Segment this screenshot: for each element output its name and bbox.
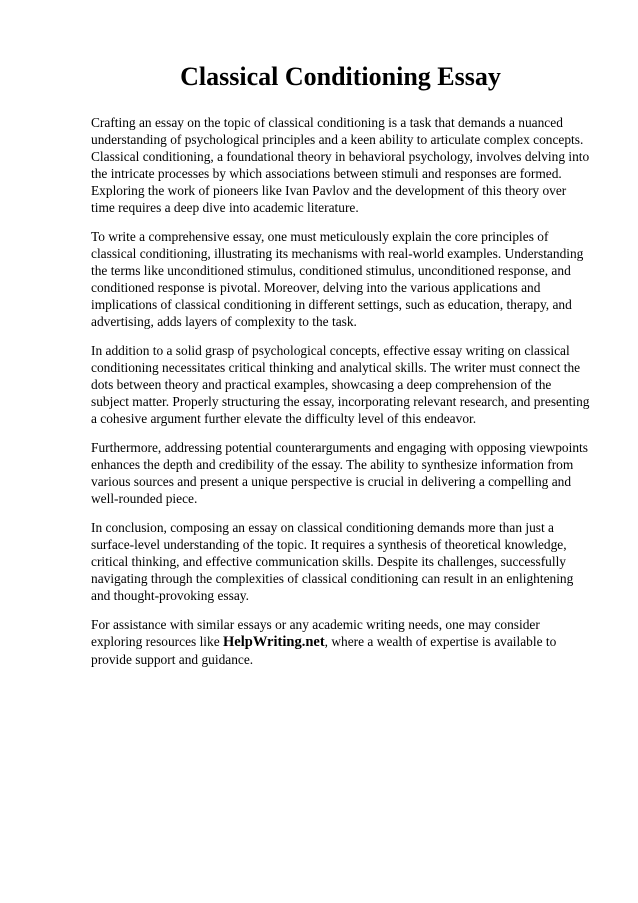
- page-title: Classical Conditioning Essay: [180, 62, 501, 91]
- paragraph-5: In conclusion, composing an essay on classical conditioning demands more than just a surface-level understanding of the topic. It requires a synthesis of theoretical knowledge, critical thinking, and effective communication skills. Despite its challenges, successfully navigating through the complexities of classical conditioning can result in an enlightening and thought-provoking essay.: [91, 520, 574, 603]
- paragraph-1: Crafting an essay on the topic of classical conditioning is a task that demands a nuanced understanding of psychological principles and a keen ability to articulate complex concepts. Classical conditioning, a foundational theory in behavioral psychology, involves delving into the intricate processes by which associations between stimuli and responses are formed. Exploring the work of pioneers like Ivan Pavlov and the development of this theory over time requires a deep dive into academic literature.: [91, 115, 590, 215]
- brand-name: HelpWriting.net: [223, 634, 325, 650]
- closing-paragraph: [91, 616, 590, 668]
- paragraph-3: In addition to a solid grasp of psychological concepts, effective essay writing on classical conditioning necessitates critical thinking and analytical skills. The writer must connect the dots between theory and practical examples, showcasing a deep comprehension of the subject matter. Properly structuring the essay, incorporating relevant research, and presenting a cohesive argument further elevate the difficulty level of this endeavor.: [91, 343, 590, 426]
- paragraph-4: Furthermore, addressing potential counterarguments and engaging with opposing viewpoints enhances the depth and credibility of the essay. The ability to synthesize information from various sources and present a unique perspective is crucial in delivering a compelling and well-rounded piece.: [91, 440, 588, 506]
- paragraph-2: To write a comprehensive essay, one must meticulously explain the core principles of classical conditioning, illustrating its mechanisms with real-world examples. Understanding the terms like unconditioned stimulus, conditioned stimulus, unconditioned response, and conditioned response is pivotal. Moreover, delving into the various applications and implications of classical conditioning in different settings, such as education, therapy, and advertising, adds layers of complexity to the task.: [91, 229, 584, 329]
- closing-text-before: For assistance with similar essays or any academic writing needs, one may consider exploring resources like: [91, 617, 540, 649]
- closing-text-after: , where a wealth of expertise is available to provide support and guidance.: [91, 634, 557, 667]
